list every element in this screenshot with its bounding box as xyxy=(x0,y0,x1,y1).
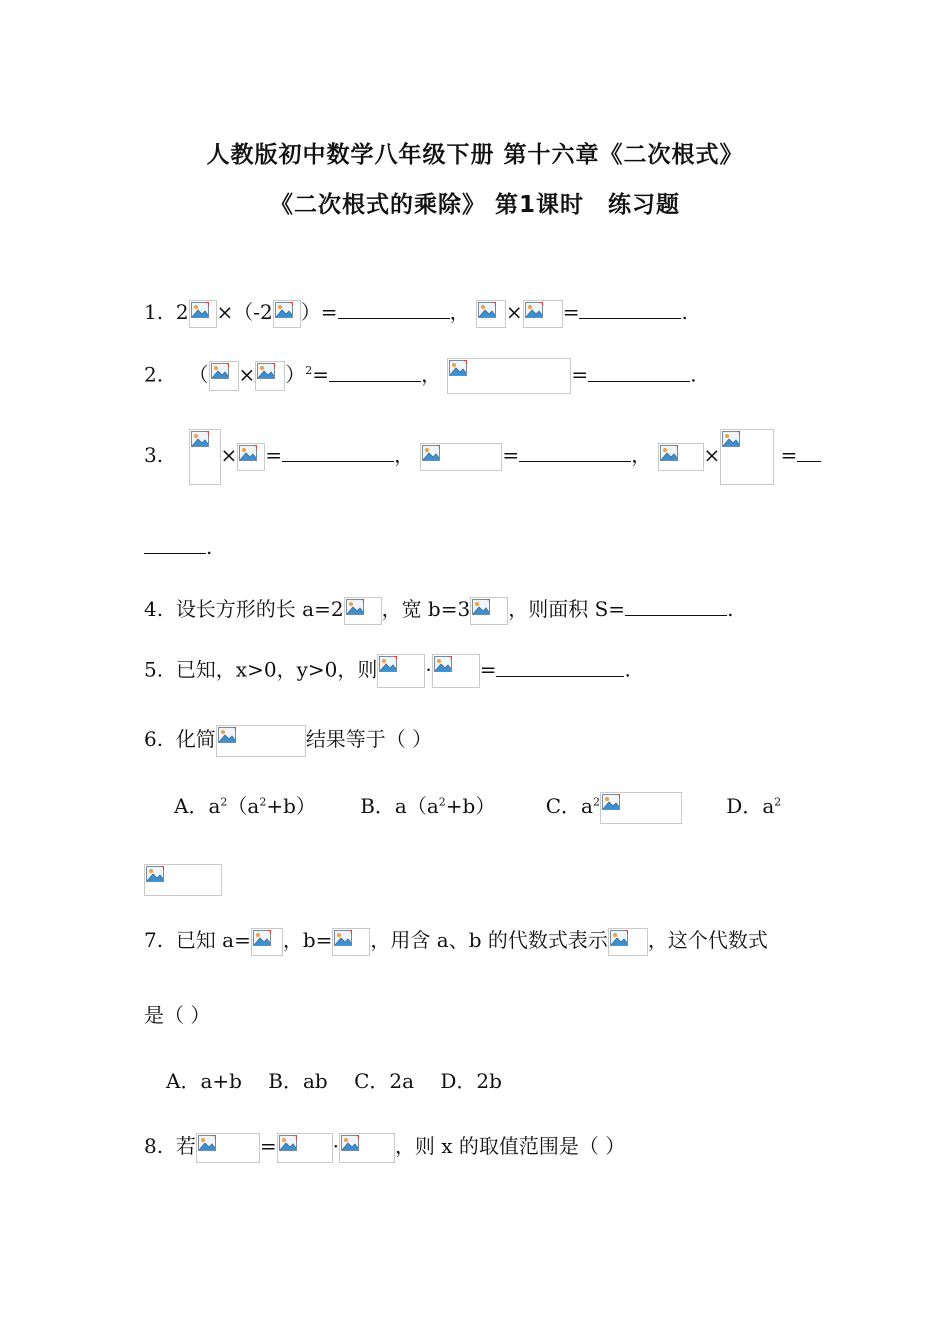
broken-image-icon xyxy=(476,300,506,328)
question-number: 2. xyxy=(144,362,164,387)
question-number: 5. xyxy=(144,657,164,682)
answer-blank xyxy=(519,441,631,462)
question-5: 5. 已知，x>0，y>0，则 · = . xyxy=(144,654,631,688)
broken-image-icon xyxy=(144,864,222,896)
question-number: 4. xyxy=(144,597,164,621)
question-number: 7. xyxy=(144,928,164,952)
broken-image-icon xyxy=(209,361,239,391)
option-d: D．$a^2$ xyxy=(726,794,782,818)
answer-blank xyxy=(282,441,394,462)
broken-image-icon xyxy=(470,597,508,625)
question-6-option-d-continued xyxy=(144,863,222,896)
broken-image-icon xyxy=(600,792,682,824)
question-number: 1. xyxy=(144,300,164,324)
question-7-options: A．a+b B．ab C．2a D．2b xyxy=(166,1069,502,1093)
title-line-2: 《二次根式的乘除》 第1课时 练习题 xyxy=(269,192,680,218)
answer-blank xyxy=(625,595,727,616)
question-6: 6. 化简 结果等于（ ） xyxy=(144,724,432,757)
broken-image-icon xyxy=(344,597,382,625)
question-8: 8. 若 = · ，则 x 的取值范围是（ ） xyxy=(144,1131,625,1163)
option-a: A．$a^2(a^2+b)$ xyxy=(174,794,316,818)
broken-image-icon xyxy=(273,300,301,328)
answer-blank xyxy=(588,361,690,382)
broken-image-icon xyxy=(332,928,370,956)
question-7-continued: 是（ ） xyxy=(144,1003,211,1027)
broken-image-icon xyxy=(189,429,221,485)
broken-image-icon xyxy=(658,443,704,471)
broken-image-icon xyxy=(420,443,502,471)
broken-image-icon xyxy=(608,928,648,956)
question-3-continued: . xyxy=(144,532,212,562)
option-c: C．$a^2$ xyxy=(546,791,682,824)
question-3: 3. × = ， = ， × = xyxy=(144,426,821,485)
broken-image-icon xyxy=(196,1133,260,1163)
answer-blank xyxy=(797,441,821,462)
question-number: 6. xyxy=(144,727,164,751)
answer-blank xyxy=(579,298,681,319)
broken-image-icon xyxy=(216,725,306,757)
title-line-1: 人教版初中数学八年级下册 第十六章《二次根式》 xyxy=(206,142,744,168)
question-number: 8. xyxy=(144,1134,164,1158)
broken-image-icon xyxy=(339,1133,395,1163)
question-number: 3. xyxy=(144,443,164,467)
question-6-options xyxy=(174,791,781,824)
question-1: 1. 2 ×（-2 ）= ， × = . xyxy=(144,297,688,328)
broken-image-icon xyxy=(377,654,425,688)
broken-image-icon xyxy=(432,654,480,688)
answer-blank xyxy=(329,361,421,382)
answer-blank xyxy=(496,656,624,677)
option-b: B．$a(a^2+b)$ xyxy=(360,794,496,818)
broken-image-icon xyxy=(237,443,265,471)
answer-blank xyxy=(338,298,450,319)
broken-image-icon xyxy=(189,300,217,328)
broken-image-icon xyxy=(277,1133,333,1163)
broken-image-icon xyxy=(720,429,774,485)
broken-image-icon xyxy=(251,928,283,956)
question-7: 7. 已知 a= ，b= ，用含 a、b 的代数式表示 ，这个代数式 xyxy=(144,925,768,956)
answer-blank xyxy=(144,533,206,554)
broken-image-icon xyxy=(447,358,571,394)
broken-image-icon xyxy=(255,361,285,391)
broken-image-icon xyxy=(523,300,563,328)
question-4: 4. 设长方形的长 a=2 ，宽 b=3 ，则面积 S= . xyxy=(144,594,733,625)
question-2: 2. （ × ）$^2$= ， = . xyxy=(144,358,697,394)
